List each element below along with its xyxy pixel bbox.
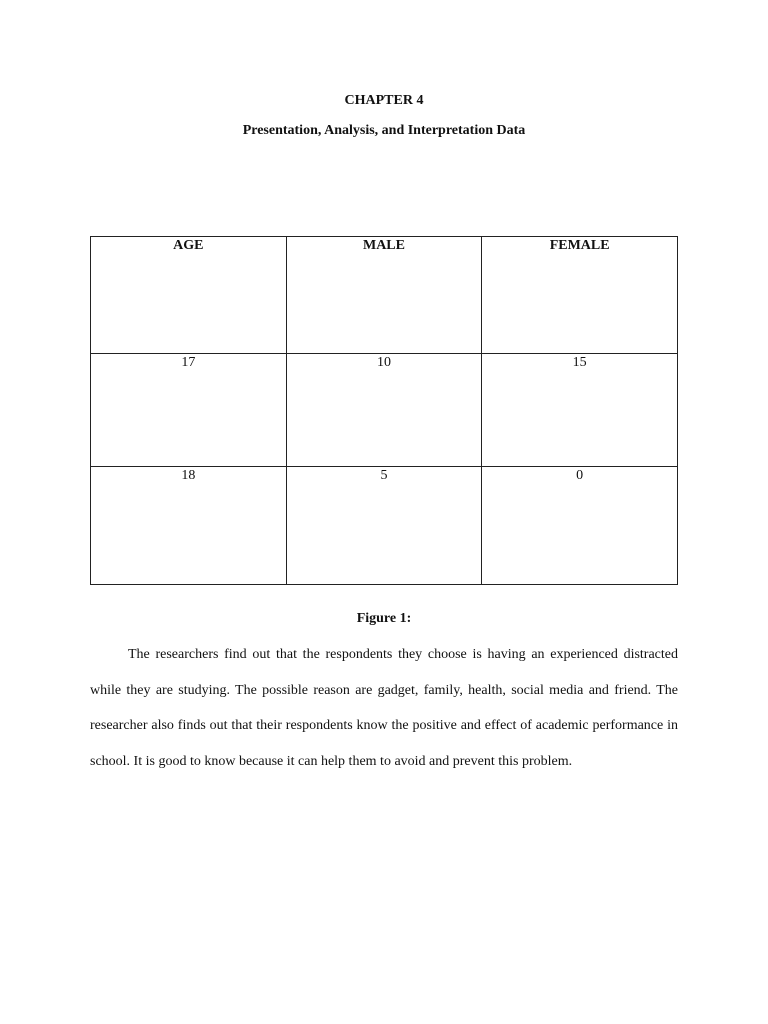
table-header-row	[91, 237, 678, 354]
table-cell-male: 5	[286, 467, 482, 585]
column-header-age: AGE	[91, 237, 287, 354]
table-cell-age: 17	[91, 354, 287, 467]
table-cell-age: 18	[91, 467, 287, 585]
body-paragraph: The researchers find out that the respondents they choose is having an experienced distracted while they are studying. The possible reason are gadget, family, health, social media and friend. The researcher also finds out that their respondents know the positive and effect of academic performance in school. It is good to know because it can help them to avoid and prevent this problem.	[90, 647, 678, 769]
table-row	[91, 354, 678, 467]
column-header-male: MALE	[286, 237, 482, 354]
column-header-female: FEMALE	[482, 237, 678, 354]
table-cell-female: 15	[482, 354, 678, 467]
chapter-heading: CHAPTER 4	[344, 93, 424, 108]
figure-caption: Figure 1:	[356, 611, 412, 626]
chapter-subtitle: Presentation, Analysis, and Interpretation Data	[242, 123, 526, 138]
table-cell-female: 0	[482, 467, 678, 585]
table-row	[91, 467, 678, 585]
table-cell-male: 10	[286, 354, 482, 467]
age-gender-table	[90, 236, 678, 585]
